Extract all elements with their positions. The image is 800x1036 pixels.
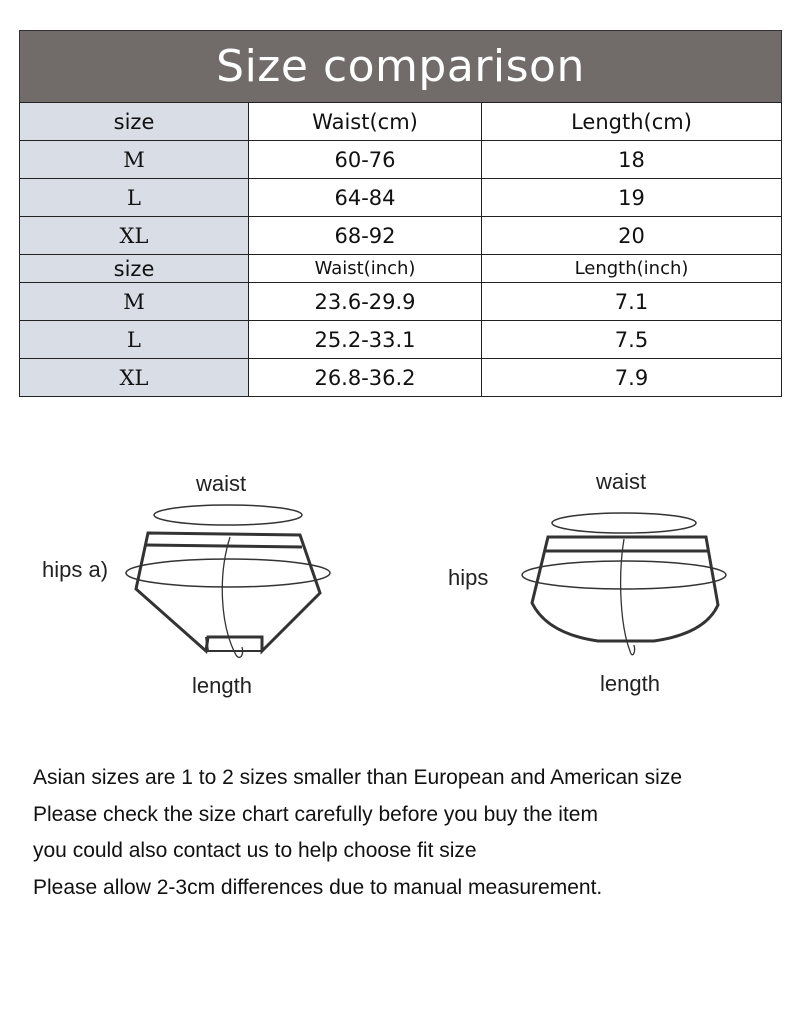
size-cell: M <box>20 283 249 321</box>
size-chart <box>19 30 782 397</box>
note-line: you could also contact us to help choose fit size <box>33 839 477 862</box>
length-cell: 7.5 <box>482 321 782 359</box>
boxer-diagram <box>440 455 770 715</box>
size-cell: XL <box>20 359 249 397</box>
size-table <box>19 102 782 397</box>
waist-cell: 60-76 <box>249 141 482 179</box>
waist-cell: 23.6-29.9 <box>249 283 482 321</box>
header-size: size <box>20 103 249 141</box>
length-cell: 7.9 <box>482 359 782 397</box>
waist-label: waist <box>196 471 247 496</box>
note-line: Please allow 2-3cm differences due to manual measurement. <box>33 875 603 899</box>
waist-cell: 64-84 <box>249 179 482 217</box>
size-cell: L <box>20 321 249 359</box>
waist-cell: 68-92 <box>249 217 482 255</box>
header-size: size <box>20 255 249 283</box>
table-row <box>20 283 782 321</box>
header-waist-cm: Waist(cm) <box>249 103 482 141</box>
hips-label: hips a) <box>42 557 109 582</box>
length-cell: 20 <box>482 217 782 255</box>
length-label: length <box>192 673 252 698</box>
table-header-row <box>20 103 782 141</box>
note-line: Asian sizes are 1 to 2 sizes smaller than European and American size <box>33 766 683 789</box>
header-waist-inch: Waist(inch) <box>249 255 482 283</box>
size-cell: XL <box>20 217 249 255</box>
table-header-row <box>20 255 782 283</box>
length-label: length <box>600 671 660 696</box>
table-row <box>20 217 782 255</box>
table-row <box>20 179 782 217</box>
header-length-cm: Length(cm) <box>482 103 782 141</box>
header-length-inch: Length(inch) <box>482 255 782 283</box>
size-cell: L <box>20 179 249 217</box>
chart-title: Size comparison <box>19 30 782 102</box>
brief-diagram <box>30 455 360 715</box>
note-line: Please check the size chart carefully before you buy the item <box>33 802 598 826</box>
waist-cell: 25.2-33.1 <box>249 321 482 359</box>
length-cell: 19 <box>482 179 782 217</box>
length-cell: 7.1 <box>482 283 782 321</box>
waist-cell: 26.8-36.2 <box>249 359 482 397</box>
size-cell: M <box>20 141 249 179</box>
size-notes <box>33 760 800 906</box>
table-row <box>20 321 782 359</box>
hips-label: hips <box>448 565 489 590</box>
length-cell: 18 <box>482 141 782 179</box>
table-row <box>20 359 782 397</box>
table-row <box>20 141 782 179</box>
waist-label: waist <box>596 469 647 494</box>
